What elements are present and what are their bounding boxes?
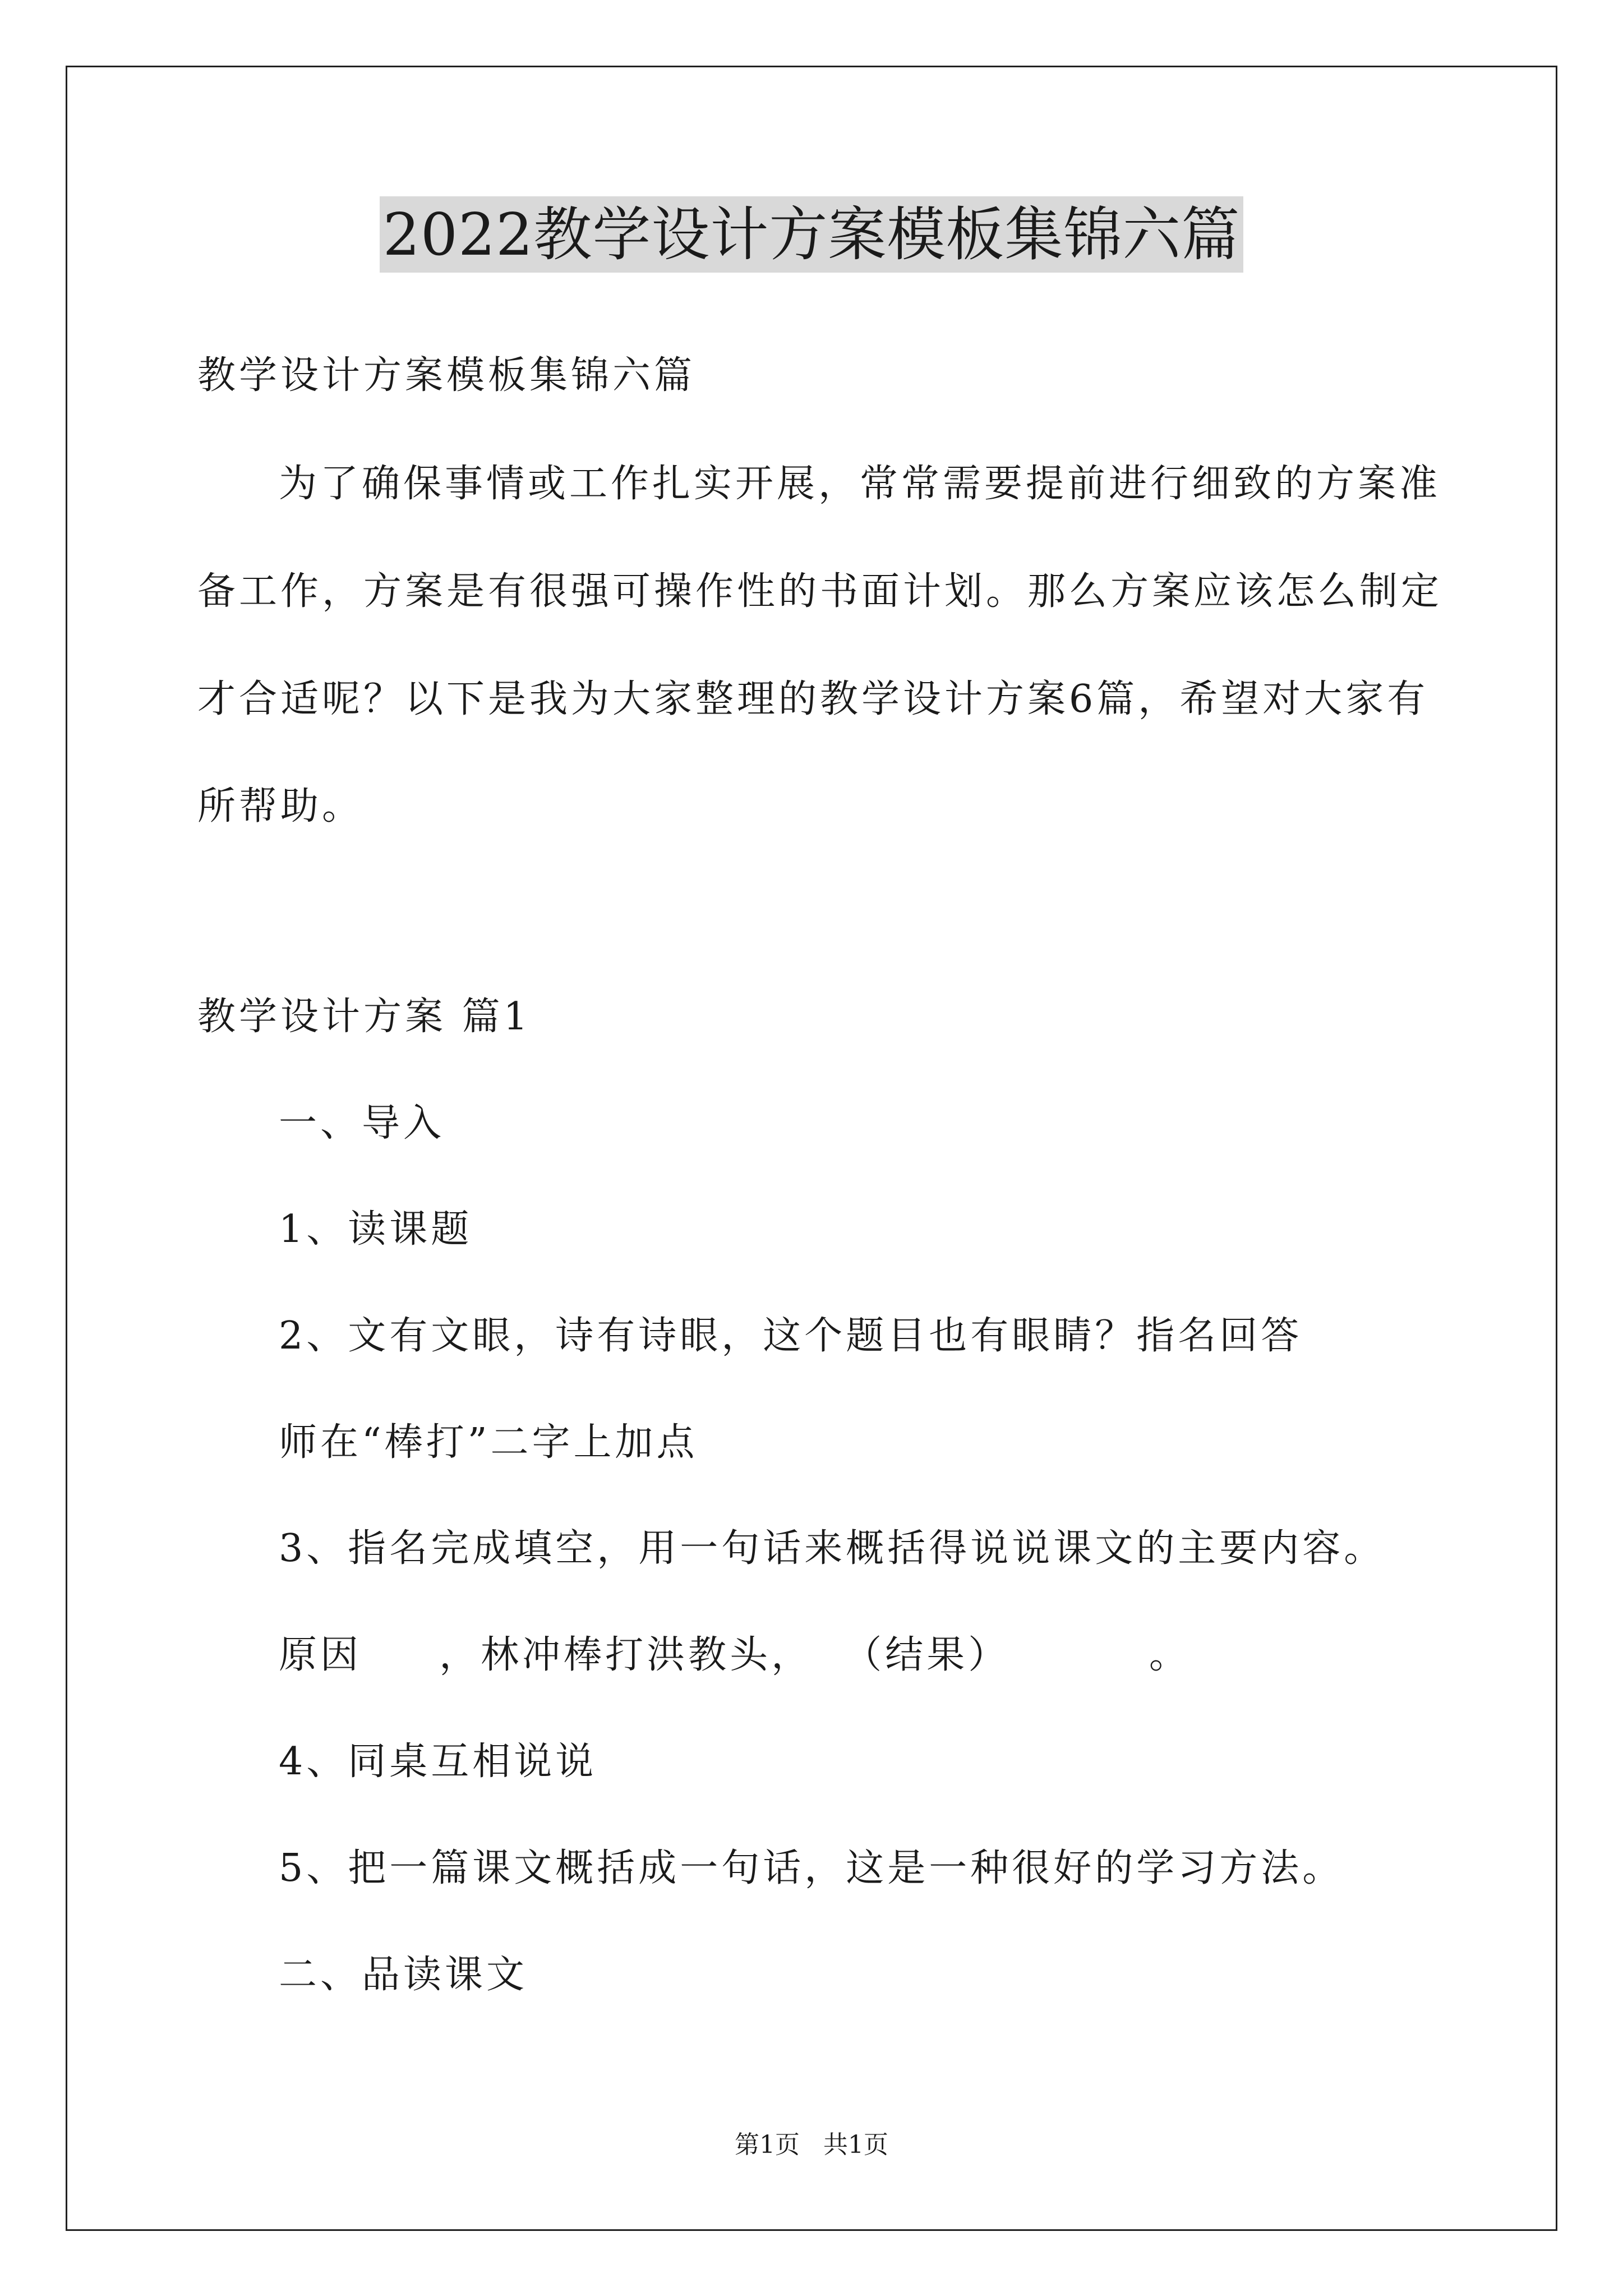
list-item-3: 2、文有文眼，诗有诗眼，这个题目也有眼睛？指名回答	[279, 1314, 1303, 1358]
intro-line-4: 所帮助。	[197, 784, 364, 829]
intro-line-2: 备工作，方案是有很强可操作性的书面计划。那么方案应该怎么制定	[197, 569, 1443, 614]
list-item-4: 师在“棒打”二字上加点	[279, 1420, 698, 1465]
list-item-8: 5、把一篇课文概括成一句话，这是一种很好的学习方法。	[279, 1846, 1344, 1890]
list-item-2: 1、读课题	[279, 1207, 473, 1251]
page-footer: 第1页 共1页	[735, 2131, 888, 2159]
intro-line-1: 为了确保事情或工作扎实开展，常常需要提前进行细致的方案准	[279, 462, 1441, 506]
list-item-7: 4、同桌互相说说	[279, 1740, 597, 1784]
title-container	[0, 196, 1623, 273]
list-item-6: 原因 ，林冲棒打洪教头， （结果） 。	[279, 1633, 1191, 1677]
section-heading: 教学设计方案 篇1	[197, 995, 531, 1039]
list-item-9: 二、品读课文	[279, 1953, 528, 1997]
list-item-5: 3、指名完成填空，用一句话来概括得说说课文的主要内容。	[279, 1526, 1386, 1571]
document-subtitle: 教学设计方案模板集锦六篇	[197, 353, 696, 398]
list-item-1: 一、导入	[279, 1101, 445, 1145]
document-title: 2022教学设计方案模板集锦六篇	[380, 196, 1244, 273]
intro-line-3: 才合适呢？以下是我为大家整理的教学设计方案6篇，希望对大家有	[197, 677, 1429, 721]
